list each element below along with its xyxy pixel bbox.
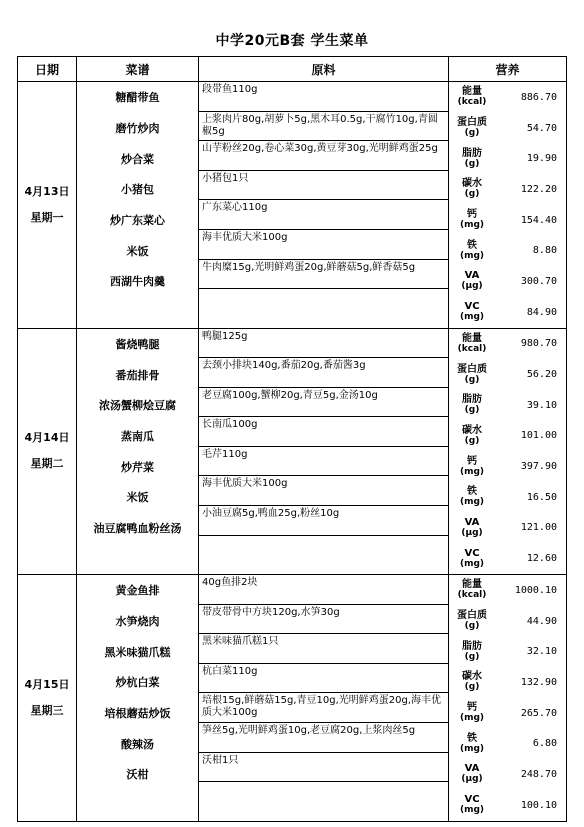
nutrition-row <box>449 667 566 698</box>
nutrient-unit: (mg) <box>459 497 485 508</box>
ingredient-entry: 海丰优质大米100g <box>199 476 448 506</box>
nutrient-name: 铁 <box>467 486 477 498</box>
nutrient-unit: (mg) <box>459 466 485 477</box>
ingredient-entry: 段带鱼110g <box>199 82 448 112</box>
ingredient-entry: 带皮带骨中方块120g,水笋30g <box>199 605 448 635</box>
nutrient-name: 蛋白质 <box>457 610 487 622</box>
ingredient-list-cell <box>199 82 449 329</box>
day-date-cell <box>18 82 77 329</box>
nutrient-unit: (g) <box>464 158 480 169</box>
nutrition-row <box>449 575 566 606</box>
nutrient-value: 32.10 <box>526 646 557 658</box>
header-ingredients: 原料 <box>199 57 449 82</box>
ingredient-entry: 40g鱼排2块 <box>199 575 448 605</box>
dish-name: 水笋烧肉 <box>115 615 160 629</box>
nutrient-name: VC <box>464 547 480 559</box>
nutrition-cell <box>449 575 567 822</box>
nutrition-row <box>449 359 566 390</box>
nutrient-label-group <box>449 641 495 663</box>
ingredient-entry: 海丰优质大米100g <box>199 230 448 260</box>
nutrient-unit: (g) <box>464 651 480 662</box>
nutrient-unit: (g) <box>464 374 480 385</box>
nutrient-name: 钙 <box>467 455 477 467</box>
nutrient-name: 脂肪 <box>462 147 482 159</box>
ingredient-entry: 长南瓜100g <box>199 417 448 447</box>
nutrient-value: 101.00 <box>520 430 557 442</box>
weekday-label: 星期一 <box>30 210 64 224</box>
ingredient-entry: 山芋粉丝20g,卷心菜30g,黄豆芽30g,光明鲜鸡蛋25g <box>199 141 448 171</box>
date-label: 4月15日 <box>24 677 70 691</box>
dish-name: 沃柑 <box>126 768 149 782</box>
nutrient-label-group <box>449 486 495 508</box>
nutrient-unit: (μg) <box>461 527 483 538</box>
nutrient-label-group <box>449 733 495 755</box>
nutrient-unit: (mg) <box>459 713 485 724</box>
dish-name: 炒杭白菜 <box>115 676 160 690</box>
nutrient-value: 980.70 <box>520 338 557 350</box>
nutrient-label-group <box>449 364 495 386</box>
nutrient-value: 1000.10 <box>514 584 557 596</box>
ingredient-list-cell <box>199 328 449 575</box>
dish-list-cell <box>77 575 199 822</box>
dish-name: 酱烧鸭腿 <box>115 337 160 351</box>
nutrient-value: 886.70 <box>520 91 557 103</box>
ingredient-entry: 小猪包1只 <box>199 171 448 201</box>
nutrient-value: 54.70 <box>526 122 557 134</box>
nutrient-label-group <box>449 517 495 539</box>
nutrient-value: 154.40 <box>520 214 557 226</box>
nutrient-label-group <box>449 579 495 601</box>
nutrient-label-group <box>449 702 495 724</box>
nutrient-unit: (mg) <box>459 805 485 816</box>
nutrition-row <box>449 606 566 637</box>
nutrition-cell <box>449 328 567 575</box>
nutrition-row <box>449 390 566 421</box>
nutrient-label-group <box>449 86 495 108</box>
nutrient-name: VC <box>464 301 480 313</box>
nutrient-value: 56.20 <box>526 369 557 381</box>
nutrient-name: 蛋白质 <box>457 363 487 375</box>
ingredient-entry: 黑米味猫爪糕1只 <box>199 634 448 664</box>
header-date: 日期 <box>18 57 77 82</box>
nutrient-value: 12.60 <box>526 553 557 565</box>
nutrient-label-group <box>449 763 495 785</box>
date-label: 4月14日 <box>24 431 70 445</box>
nutrient-unit: (kcal) <box>457 590 487 601</box>
nutrient-value: 122.20 <box>520 183 557 195</box>
nutrition-row <box>449 82 566 113</box>
nutrition-row <box>449 143 566 174</box>
header-nutrition: 营养 <box>449 57 567 82</box>
nutrient-value: 121.00 <box>520 522 557 534</box>
header-dish: 菜谱 <box>77 57 199 82</box>
ingredient-entry: 培根15g,鲜蘑菇15g,青豆10g,光明鲜鸡蛋20g,海丰优质大米100g <box>199 693 448 723</box>
nutrient-label-group <box>449 270 495 292</box>
nutrient-unit: (g) <box>464 435 480 446</box>
ingredient-entry: 去颈小排块140g,番茄20g,番茄酱3g <box>199 358 448 388</box>
nutrient-value: 16.50 <box>526 491 557 503</box>
nutrition-row <box>449 266 566 297</box>
header-row <box>18 57 567 82</box>
nutrient-name: 碳水 <box>462 424 482 436</box>
dish-name: 番茄排骨 <box>115 368 160 382</box>
nutrient-unit: (kcal) <box>457 97 487 108</box>
nutrient-name: VA <box>464 763 480 775</box>
ingredient-entry: 牛肉糜15g,光明鲜鸡蛋20g,鲜蘑菇5g,鲜香菇5g <box>199 260 448 290</box>
nutrient-value: 39.10 <box>526 399 557 411</box>
day-date-cell <box>18 328 77 575</box>
dish-name: 米饭 <box>126 491 149 505</box>
nutrition-row <box>449 451 566 482</box>
nutrient-label-group <box>449 240 495 262</box>
nutrition-row <box>449 113 566 144</box>
weekday-label: 星期三 <box>30 703 64 717</box>
menu-body <box>18 82 567 822</box>
dish-name: 糖醋带鱼 <box>115 91 160 105</box>
ingredient-entry <box>199 536 448 566</box>
dish-list-cell <box>77 82 199 329</box>
nutrition-row <box>449 174 566 205</box>
nutrient-label-group <box>449 148 495 170</box>
ingredient-entry: 沃柑1只 <box>199 753 448 783</box>
nutrient-label-group <box>449 548 495 570</box>
nutrient-value: 44.90 <box>526 615 557 627</box>
nutrient-value: 248.70 <box>520 768 557 780</box>
nutrient-name: VA <box>464 270 480 282</box>
nutrient-name: 钙 <box>467 702 477 714</box>
nutrient-unit: (kcal) <box>457 343 487 354</box>
nutrient-unit: (μg) <box>461 774 483 785</box>
page-title: 中学20元B套 学生菜单 <box>215 33 369 49</box>
nutrient-name: 碳水 <box>462 178 482 190</box>
nutrient-unit: (mg) <box>459 743 485 754</box>
nutrient-label-group <box>449 178 495 200</box>
nutrition-row <box>449 329 566 360</box>
nutrient-label-group <box>449 794 495 816</box>
nutrient-unit: (mg) <box>459 220 485 231</box>
dish-name: 浓汤蟹柳烩豆腐 <box>99 399 176 413</box>
dish-name: 培根蘑菇炒饭 <box>104 707 171 721</box>
dish-name: 黑米味猫爪糕 <box>104 645 171 659</box>
ingredient-entry: 上浆肉片80g,胡萝卜5g,黑木耳0.5g,干腐竹10g,青圆椒5g <box>199 112 448 142</box>
day-row <box>18 328 567 575</box>
nutrient-unit: (mg) <box>459 312 485 323</box>
nutrient-unit: (g) <box>464 405 480 416</box>
nutrient-value: 132.90 <box>520 676 557 688</box>
nutrient-name: 铁 <box>467 732 477 744</box>
ingredient-entry: 广东菜心110g <box>199 200 448 230</box>
ingredient-entry <box>199 782 448 812</box>
nutrient-name: 能量 <box>462 86 482 98</box>
ingredient-entry: 老豆腐100g,蟹柳20g,青豆5g,金汤10g <box>199 388 448 418</box>
nutrition-cell <box>449 82 567 329</box>
dish-name: 蒸南瓜 <box>121 429 154 443</box>
nutrient-label-group <box>449 610 495 632</box>
nutrient-name: 铁 <box>467 239 477 251</box>
nutrient-name: 碳水 <box>462 671 482 683</box>
nutrient-label-group <box>449 209 495 231</box>
dish-name: 油豆腐鸭血粉丝汤 <box>93 521 182 535</box>
nutrient-value: 265.70 <box>520 707 557 719</box>
dish-name: 酸辣汤 <box>121 737 154 751</box>
nutrient-unit: (g) <box>464 621 480 632</box>
nutrient-label-group <box>449 333 495 355</box>
dish-name: 黄金鱼排 <box>115 584 160 598</box>
dish-name: 炒广东菜心 <box>110 214 165 228</box>
nutrient-label-group <box>449 671 495 693</box>
nutrition-row <box>449 482 566 513</box>
nutrient-value: 19.90 <box>526 153 557 165</box>
ingredient-entry: 小油豆腐5g,鸭血25g,粉丝10g <box>199 506 448 536</box>
day-row <box>18 575 567 822</box>
nutrient-unit: (g) <box>464 682 480 693</box>
nutrient-name: 钙 <box>467 209 477 221</box>
day-row <box>18 82 567 329</box>
nutrition-row <box>449 205 566 236</box>
nutrient-label-group <box>449 301 495 323</box>
nutrient-name: 能量 <box>462 579 482 591</box>
nutrient-value: 397.90 <box>520 461 557 473</box>
menu-table <box>17 56 567 822</box>
nutrient-value: 300.70 <box>520 275 557 287</box>
ingredient-entry: 笋丝5g,光明鲜鸡蛋10g,老豆腐20g,上浆肉丝5g <box>199 723 448 753</box>
nutrient-name: 脂肪 <box>462 394 482 406</box>
weekday-label: 星期二 <box>30 457 64 471</box>
nutrition-row <box>449 636 566 667</box>
nutrient-unit: (mg) <box>459 558 485 569</box>
nutrition-row <box>449 728 566 759</box>
dish-name: 米饭 <box>126 244 149 258</box>
nutrient-name: 蛋白质 <box>457 117 487 129</box>
nutrient-unit: (g) <box>464 189 480 200</box>
date-label: 4月13日 <box>24 184 70 198</box>
nutrient-label-group <box>449 117 495 139</box>
nutrient-label-group <box>449 394 495 416</box>
nutrition-row <box>449 698 566 729</box>
nutrient-name: 脂肪 <box>462 640 482 652</box>
nutrition-row <box>449 790 566 821</box>
dish-name: 小猪包 <box>121 183 154 197</box>
nutrient-value: 8.80 <box>532 245 557 257</box>
nutrient-unit: (g) <box>464 128 480 139</box>
ingredient-entry <box>199 289 448 319</box>
dish-name: 炒芹菜 <box>121 460 154 474</box>
dish-name: 炒合菜 <box>121 152 154 166</box>
dish-name: 西湖牛肉羹 <box>110 275 165 289</box>
nutrient-name: VA <box>464 516 480 528</box>
nutrient-unit: (mg) <box>459 250 485 261</box>
nutrient-value: 6.80 <box>532 738 557 750</box>
day-date-cell <box>18 575 77 822</box>
nutrient-name: 能量 <box>462 332 482 344</box>
ingredient-entry: 鸭腿125g <box>199 329 448 359</box>
nutrient-label-group <box>449 425 495 447</box>
ingredient-entry: 毛芹110g <box>199 447 448 477</box>
nutrition-row <box>449 297 566 328</box>
nutrient-value: 100.10 <box>520 799 557 811</box>
dish-name: 磨竹炒肉 <box>115 122 160 136</box>
nutrient-value: 84.90 <box>526 306 557 318</box>
nutrition-row <box>449 543 566 574</box>
nutrition-row <box>449 421 566 452</box>
dish-list-cell <box>77 328 199 575</box>
nutrient-label-group <box>449 456 495 478</box>
nutrient-name: VC <box>464 794 480 806</box>
ingredient-list-cell <box>199 575 449 822</box>
nutrition-row <box>449 759 566 790</box>
ingredient-entry: 杭白菜110g <box>199 664 448 694</box>
nutrition-row <box>449 513 566 544</box>
nutrition-row <box>449 235 566 266</box>
nutrient-unit: (μg) <box>461 281 483 292</box>
